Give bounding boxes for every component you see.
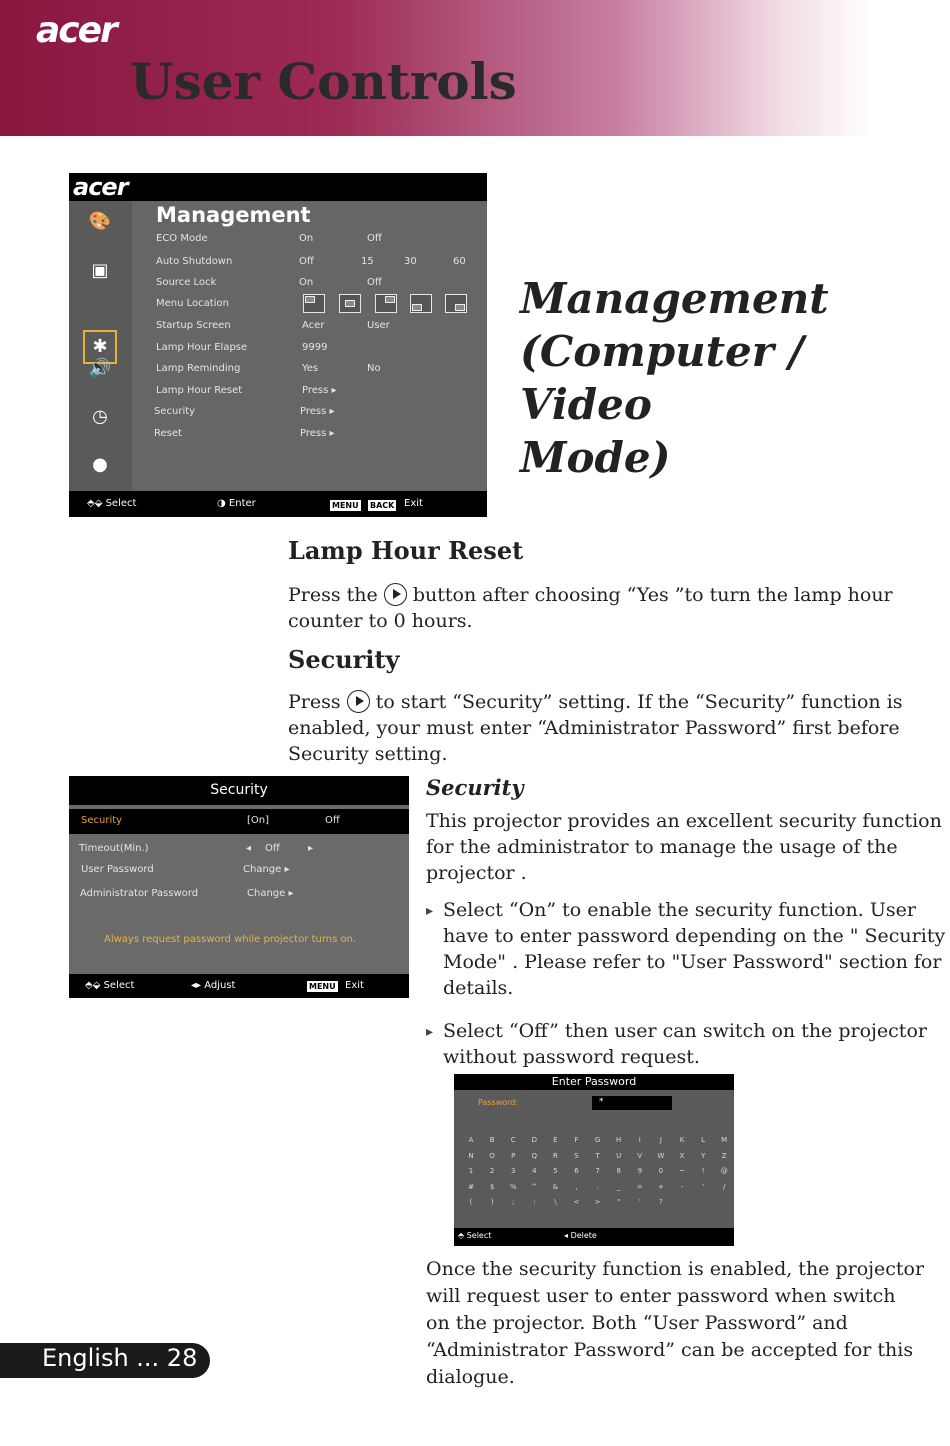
keyboard-key[interactable]: ): [490, 1198, 494, 1206]
keyboard-key[interactable]: O: [489, 1151, 495, 1160]
osd-title: Enter Password: [551, 1075, 637, 1088]
right-arrow-button-icon: [347, 690, 370, 713]
keyboard-key[interactable]: ^: [531, 1182, 538, 1191]
keyboard-key[interactable]: D: [531, 1136, 537, 1144]
keyboard-key[interactable]: =: [636, 1182, 643, 1191]
color-icon: 🎨: [88, 211, 112, 232]
audio-icon: 🔊: [88, 358, 112, 379]
keyboard-key[interactable]: C: [510, 1136, 516, 1144]
row-label: Auto Shutdown: [156, 256, 233, 267]
keyboard-key[interactable]: 9: [637, 1167, 643, 1175]
menu-location-top-right-icon: [375, 294, 397, 313]
osd-footer: [454, 1228, 734, 1246]
timer-icon: ◷: [92, 406, 108, 427]
keyboard-key[interactable]: F: [574, 1136, 579, 1144]
keyboard-key[interactable]: >: [594, 1198, 601, 1206]
acer-logo: acer: [36, 10, 116, 51]
keyboard-key[interactable]: X: [679, 1151, 685, 1160]
keyboard-key[interactable]: -: [680, 1182, 684, 1191]
keyboard-key[interactable]: !: [701, 1167, 705, 1175]
section-title-line: Mode): [520, 433, 671, 482]
keyboard-key[interactable]: _: [616, 1182, 621, 1191]
page-title: User Controls: [130, 52, 517, 111]
bullet-arrow-icon: ▸: [426, 1024, 434, 1040]
management-osd-screenshot: [69, 173, 487, 517]
page-number-label: English ... 28: [42, 1344, 198, 1372]
management-icon: ✱: [92, 336, 108, 357]
osd-acer-logo: acer: [73, 173, 128, 201]
keyboard-key[interactable]: &: [552, 1182, 559, 1191]
password-field: [592, 1096, 672, 1110]
section-title-line: Management: [520, 274, 829, 323]
row-value: Change ▸: [247, 888, 294, 899]
row-label: Security: [81, 815, 123, 826]
security-bullet-off: Select “Off” then user can switch on the projector without password request.: [443, 1020, 927, 1068]
section-title: [520, 272, 940, 484]
security-osd-screenshot: [69, 776, 409, 998]
row-value: Change ▸: [243, 864, 290, 875]
lamp-hour-reset-text: Press the button after choosing “Yes ”to turn the lamp hour counter to 0 hours.: [288, 584, 893, 632]
menu-location-bottom-right-icon: [445, 294, 467, 313]
keyboard-key[interactable]: A: [468, 1136, 474, 1144]
keyboard-key[interactable]: (: [469, 1198, 473, 1206]
section-title-line: (Computer / Video: [520, 327, 804, 429]
keyboard-key[interactable]: Y: [700, 1151, 706, 1160]
row-value: Press ▸: [300, 428, 335, 439]
osd-footer: [69, 974, 409, 998]
enter-password-osd-screenshot: [454, 1074, 734, 1246]
keyboard-key[interactable]: 2: [489, 1167, 495, 1175]
row-value: User: [367, 320, 390, 331]
keyboard-key[interactable]: M: [721, 1136, 728, 1144]
keyboard-key[interactable]: ": [617, 1198, 621, 1206]
row-label: User Password: [81, 864, 154, 875]
keyboard-key[interactable]: <: [573, 1198, 580, 1206]
keyboard-key[interactable]: T: [595, 1151, 600, 1160]
row-label: Menu Location: [156, 298, 229, 309]
keyboard-key[interactable]: Z: [721, 1151, 727, 1160]
keyboard-key[interactable]: G: [594, 1136, 601, 1144]
select-hint: ⬘⬙ Select: [85, 980, 135, 991]
keyboard-key[interactable]: L: [701, 1136, 706, 1144]
adjust-hint: ◂▸ Adjust: [191, 980, 236, 991]
keyboard-key[interactable]: @: [720, 1167, 728, 1175]
row-label: Reset: [154, 428, 182, 439]
keyboard-key[interactable]: ': [702, 1182, 705, 1191]
keyboard-key[interactable]: 3: [510, 1167, 516, 1175]
row-label: Startup Screen: [156, 320, 231, 331]
row-label: ECO Mode: [156, 233, 208, 244]
security-intro: This projector provides an excellent security function for the administrator to manage the usage of the projector .: [426, 810, 942, 884]
password-field-value: *: [599, 1097, 604, 1107]
menu-location-bottom-left-icon: [410, 294, 432, 313]
security-bullet-on: Select “On” to enable the security function. User have to enter password depending on the " Security Mode" . Please refer to "User Password" section for details.: [443, 899, 946, 999]
row-value: Off: [299, 256, 314, 267]
select-hint: ⬘⬙ Select: [87, 498, 137, 509]
delete-hint: ◂ Delete: [564, 1231, 597, 1240]
keyboard-key[interactable]: 1: [468, 1167, 474, 1175]
exit-hint: Exit: [404, 498, 423, 509]
keyboard-key[interactable]: ': [638, 1198, 641, 1206]
row-label: Timeout(Min.): [79, 843, 149, 854]
keyboard-key[interactable]: ?: [659, 1198, 663, 1206]
keyboard-key[interactable]: $: [489, 1182, 495, 1191]
row-value: Off: [367, 233, 382, 244]
menu-key: MENU: [309, 982, 336, 991]
back-key: BACK: [370, 501, 395, 510]
row-label: Lamp Hour Reset: [156, 385, 243, 396]
menu-key: MENU: [332, 501, 359, 510]
image-icon: ▣: [91, 260, 109, 281]
keyboard-key[interactable]: /: [723, 1182, 726, 1191]
row-label: Source Lock: [156, 277, 217, 288]
row-value: 15: [361, 256, 374, 267]
row-value: Acer: [302, 320, 325, 331]
left-arrow-icon: ◂: [246, 843, 252, 854]
keyboard-key[interactable]: B: [489, 1136, 495, 1144]
keyboard-key[interactable]: 0: [658, 1167, 664, 1175]
menu-location-center-icon: [339, 294, 361, 313]
row-value: Press ▸: [302, 385, 337, 396]
keyboard-key[interactable]: ;: [512, 1198, 515, 1206]
right-arrow-icon: ▸: [308, 843, 314, 854]
row-value: Press ▸: [300, 406, 335, 417]
row-value: On: [299, 233, 314, 244]
keyboard-key[interactable]: 4: [532, 1167, 537, 1175]
keyboard-key[interactable]: W: [657, 1151, 665, 1160]
keyboard-key[interactable]: 7: [595, 1167, 600, 1175]
row-label: Administrator Password: [80, 888, 199, 899]
keyboard-key[interactable]: R: [552, 1151, 558, 1160]
select-hint: ⬘ Select: [458, 1231, 492, 1240]
row-value: On: [299, 277, 314, 288]
keyboard-key[interactable]: K: [679, 1136, 685, 1144]
keyboard-key[interactable]: #: [468, 1182, 474, 1191]
osd-footer: [69, 491, 487, 517]
osd-title: Security: [210, 782, 268, 798]
keyboard-key[interactable]: U: [616, 1151, 622, 1160]
closing-paragraph: Once the security function is enabled, the projector will request user to enter password when switch on the projector. Both “User Password” and “Administrator Password” can be accepted for this dialogue.: [426, 1258, 925, 1388]
keyboard-key[interactable]: \: [554, 1198, 557, 1206]
keyboard-key[interactable]: 6: [574, 1167, 579, 1175]
keyboard-key[interactable]: 8: [616, 1167, 621, 1175]
osd-sidebar: [69, 201, 132, 491]
password-label: Password:: [478, 1098, 519, 1107]
keyboard-key[interactable]: %: [509, 1182, 517, 1191]
exit-hint: Exit: [345, 980, 364, 991]
keyboard-key[interactable]: I: [638, 1136, 641, 1144]
row-value: 9999: [302, 342, 328, 353]
keyboard-key[interactable]: V: [637, 1151, 643, 1160]
osd-heading: Management: [156, 203, 311, 227]
security-subheading: Security: [426, 775, 524, 800]
keyboard-key[interactable]: E: [553, 1136, 558, 1144]
bullet-arrow-icon: ▸: [426, 903, 434, 919]
keyboard-key[interactable]: H: [616, 1136, 622, 1144]
osd-title-bar: [69, 776, 409, 805]
keyboard-key[interactable]: ,: [575, 1182, 578, 1191]
password-notice: Always request password while projector turns on.: [104, 934, 357, 945]
row-value: No: [367, 363, 381, 374]
row-value: 30: [404, 256, 417, 267]
keyboard-key[interactable]: 5: [553, 1167, 558, 1175]
row-value: Off: [367, 277, 382, 288]
keyboard-key[interactable]: P: [511, 1151, 516, 1160]
row-value: Yes: [302, 363, 319, 374]
keyboard-key[interactable]: +: [657, 1182, 664, 1191]
right-arrow-button-icon: [384, 583, 407, 606]
row-label: Lamp Hour Elapse: [156, 342, 248, 353]
row-value: Off: [265, 843, 280, 854]
row-value: Off: [325, 815, 340, 826]
row-label: Lamp Reminding: [156, 363, 241, 374]
keyboard-key[interactable]: J: [659, 1136, 662, 1144]
keyboard-key[interactable]: ~: [679, 1167, 685, 1175]
security-heading: Security: [288, 645, 400, 674]
keyboard-key[interactable]: :: [533, 1198, 536, 1206]
keyboard-key[interactable]: .: [596, 1182, 599, 1191]
security-text: Press to start “Security” setting. If the “Security” function is enabled, your must enter “Administrator Password” first before Security setting.: [288, 691, 903, 765]
osd-title-bar: [454, 1074, 734, 1090]
row-label: Security: [154, 406, 196, 417]
language-icon: ●: [92, 454, 108, 475]
keyboard-key[interactable]: N: [468, 1151, 474, 1160]
keyboard-key[interactable]: S: [574, 1151, 579, 1160]
lamp-hour-reset-heading: Lamp Hour Reset: [288, 536, 524, 565]
row-value: 60: [453, 256, 466, 267]
menu-location-top-left-icon: [303, 294, 325, 313]
row-value: [On]: [247, 815, 270, 826]
keyboard-key[interactable]: Q: [531, 1151, 538, 1160]
enter-hint: ◑ Enter: [217, 498, 256, 509]
